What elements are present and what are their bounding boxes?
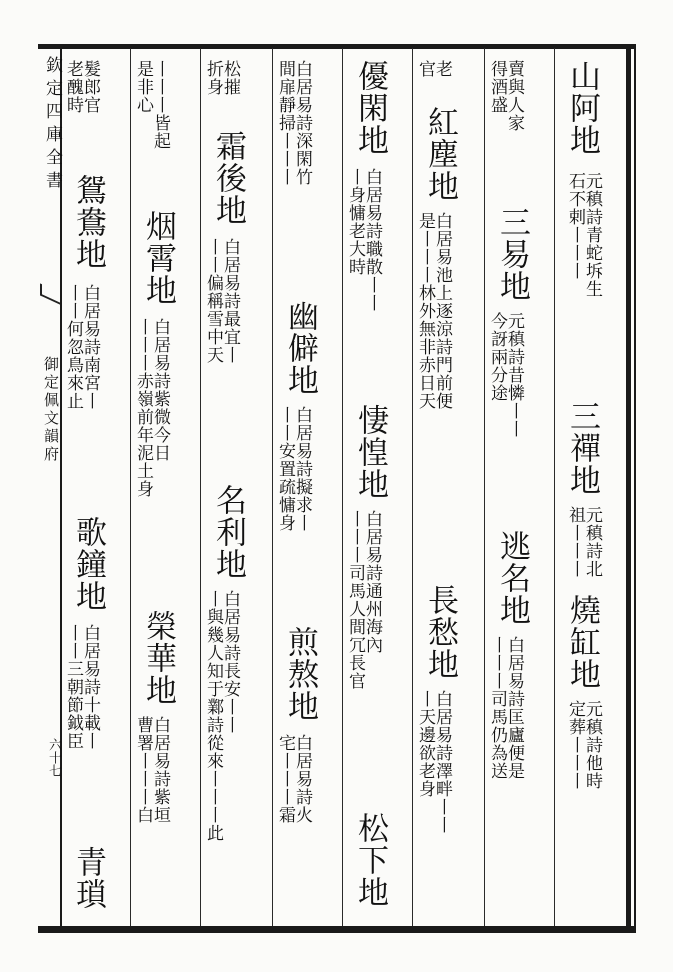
entry-note	[64, 624, 98, 750]
entry-note	[204, 238, 238, 364]
note-line: 白居易詩通州海內	[362, 510, 382, 654]
note-line: 老	[432, 60, 452, 78]
note-line: 白居易詩職散丨丨	[362, 168, 382, 312]
entry-note	[566, 700, 600, 790]
entry-headword: 榮華地	[140, 610, 176, 706]
entry-note	[416, 212, 450, 410]
note-line: 白居易詩紫微今日	[150, 318, 170, 462]
note-line: 官	[415, 60, 435, 78]
entry-headword: 三易地	[494, 206, 530, 302]
note-line: 白居易詩匡廬便是	[504, 636, 524, 780]
continued-note	[204, 60, 238, 96]
entry-headword: 名利地	[210, 484, 246, 580]
entry-headword: 優閑地	[352, 60, 388, 156]
note-line: 白居易池上逐涼詩門前便	[432, 212, 452, 410]
note-line: 丨身慵老大時	[345, 168, 365, 276]
section-title: 御定佩文韻府	[42, 356, 60, 464]
note-line: 丨丨丨赤嶺前年泥土身	[133, 318, 153, 498]
entry-note	[416, 690, 450, 834]
note-line: 丨丨安置疏慵身	[275, 406, 295, 532]
entry-headword: 松下地	[352, 812, 388, 908]
top-border	[38, 44, 635, 49]
note-line: 丨與幾人知于鄴詩從來丨丨丨此	[203, 590, 223, 842]
note-line: 曹署丨丨丨白	[133, 716, 153, 824]
entry-headword: 燒缸地	[564, 594, 600, 690]
entry-headword: 歌鐘地	[70, 516, 106, 612]
entry-headword: 紅塵地	[422, 106, 458, 202]
column-divider	[554, 48, 555, 926]
column-divider	[272, 48, 273, 926]
entry-headword: 悽惶地	[352, 404, 388, 500]
note-line: 是非心	[133, 60, 153, 114]
note-line: 得酒盛	[487, 60, 507, 114]
column-divider	[484, 48, 485, 926]
note-line: 老醜時	[63, 60, 83, 114]
entry-headword: 長愁地	[422, 584, 458, 680]
entry-note	[134, 716, 168, 824]
right-border	[626, 44, 631, 933]
note-line: 元稹詩他時	[582, 700, 602, 790]
entry-headword: 山阿地	[564, 60, 600, 156]
note-line: 間扉靜掃丨丨丨	[275, 60, 295, 186]
note-line: 丨天邊欲老身	[415, 690, 435, 798]
entry-headword: 逃名地	[494, 530, 530, 626]
entry-note	[134, 318, 168, 498]
continued-note	[276, 60, 310, 186]
note-line: 丨丨何忽鳥來止	[63, 284, 83, 410]
entry-note	[204, 590, 238, 842]
entry-note	[64, 284, 98, 410]
book-title: 欽定四庫全書	[42, 56, 62, 194]
column-divider	[412, 48, 413, 926]
entry-headword: 煎熬地	[282, 626, 318, 722]
entry-headword: 青瑣	[70, 846, 106, 910]
continued-note	[64, 60, 98, 114]
note-line: 是丨丨丨林外無非赤日天	[415, 212, 435, 410]
note-line: 丨丨三朝節鉞臣	[63, 624, 83, 750]
note-line: 丨丨丨司馬仍為送	[487, 636, 507, 780]
entry-note	[488, 636, 522, 780]
entry-headword: 幽僻地	[282, 300, 318, 396]
note-line: 石不剌丨丨丨	[565, 172, 585, 280]
note-line: 宅丨丨丨霜	[275, 734, 295, 824]
note-line: 髮郎官	[80, 60, 100, 114]
note-line: 賣與人家	[504, 60, 524, 132]
note-line: 丨丨偏稱雪中天	[203, 238, 223, 364]
entry-headword: 三禪地	[564, 400, 600, 496]
note-line: 白居易詩火	[292, 734, 312, 824]
note-line: 折身	[203, 60, 223, 96]
note-line: 白居易詩十載丨	[80, 624, 100, 750]
note-line: 白居易詩澤畔丨丨	[432, 690, 452, 834]
continued-note	[134, 60, 168, 150]
note-line: 白居易詩深閑竹	[292, 60, 312, 186]
entry-headword: 烟霄地	[140, 210, 176, 306]
note-line: 白居易詩長安丨丨	[220, 590, 240, 734]
column-divider	[200, 48, 201, 926]
note-line: 丨丨丨司馬人間冗長官	[345, 510, 365, 690]
note-line: 白居易詩擬求丨	[292, 406, 312, 532]
note-line: 白居易詩最宜丨	[220, 238, 240, 364]
bottom-border	[38, 926, 635, 933]
entry-note	[346, 510, 380, 690]
entry-note	[566, 506, 600, 578]
note-line: 松摧	[220, 60, 240, 96]
entry-note	[488, 312, 522, 438]
note-line: 白居易詩南宮丨	[80, 284, 100, 410]
column-divider	[342, 48, 343, 926]
entry-headword: 霜後地	[210, 130, 246, 226]
page-margin	[38, 56, 60, 926]
note-line: 今訝兩分途	[487, 312, 507, 402]
note-line: 丨丨丨皆起	[150, 60, 170, 150]
continued-note	[488, 60, 522, 132]
note-line: 祖丨丨丨	[565, 506, 585, 578]
continued-note	[416, 60, 450, 78]
note-line: 定葬丨丨丨	[565, 700, 585, 790]
entry-note	[346, 168, 380, 312]
entry-headword: 鴛鴦地	[70, 174, 106, 270]
right-outer-border	[634, 44, 636, 933]
column-divider	[130, 48, 131, 926]
note-line: 元稹詩北	[582, 506, 602, 578]
entry-note	[276, 406, 310, 532]
entry-note	[276, 734, 310, 824]
entry-note	[566, 172, 600, 298]
note-line: 白居易詩紫垣	[150, 716, 170, 824]
page-number: 六十七	[46, 738, 61, 777]
note-line: 元稹詩昔憐丨丨	[504, 312, 524, 438]
note-line: 元稹詩青蛇坼生	[582, 172, 602, 298]
